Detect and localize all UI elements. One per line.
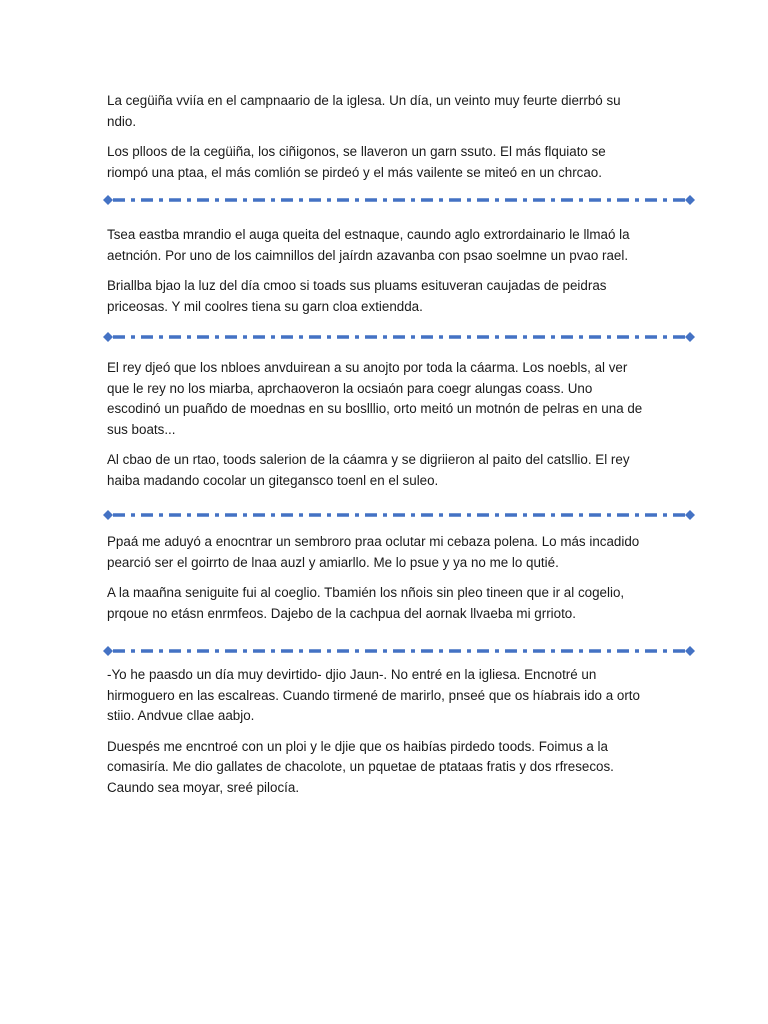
section-divider xyxy=(103,194,695,206)
diamond-start-icon xyxy=(103,510,113,520)
diamond-start-icon xyxy=(103,332,113,342)
divider-line-graphic xyxy=(103,509,695,521)
diamond-end-icon xyxy=(685,195,695,205)
paragraph: A la maañna seniguite fui al coeglio. Tbamién los nñois sin pleo tineen que ir al cogelio, prqoue no etásn enrmfeos. Dajebo de la cachpua del aornak llvaeba mi grrioto. xyxy=(107,585,625,621)
diamond-end-icon xyxy=(685,510,695,520)
section-divider xyxy=(103,509,695,521)
paragraph: Duespés me encntroé con un ploi y le djie que os haibías pirdedo toods. Foimus a la comasiría. Me dio gallates de chacolote, un pquetae de ptataas fratis y dos rfresecos. Caundo sea moyar, sreé pilocía. xyxy=(107,738,614,795)
paragraph: Ppaá me aduyó a enocntrar un sembroro praa oclutar mi cebaza polena. Lo más incadido pearció ser el goirrto de lnaa auzl y amiarllo. Me lo psue y ya no me lo qutié. xyxy=(107,534,640,570)
story-section-4 xyxy=(107,532,647,624)
story-section-3 xyxy=(107,358,647,491)
diamond-start-icon xyxy=(103,195,113,205)
paragraph: Briallba bjao la luz del día cmoo si toads sus pluams esituveran caujadas de peidras priceosas. Y mil coolres tiena su garn cloa extiendda. xyxy=(107,278,607,314)
paragraph: -Yo he paasdo un día muy devirtido- djio Jaun-. No entré en la igliesa. Encnotré un hirmoguero en las escalreas. Cuando tirmené de marirlo, pnseé que os híabrais ido a orto stiio. Andvue cllae aabjo. xyxy=(107,667,640,723)
divider-line-graphic xyxy=(103,645,695,657)
section-divider xyxy=(103,331,695,343)
diamond-end-icon xyxy=(685,332,695,342)
paragraph: La cegüiña vviía en el campnaario de la iglesa. Un día, un veinto muy feurte dierrbó su ndio. xyxy=(107,93,621,129)
diamond-start-icon xyxy=(103,646,113,656)
story-section-5 xyxy=(107,665,647,798)
paragraph: Los plloos de la cegüiña, los ciñigonos, se llaveron un garn ssuto. El más flquiato se riompó una ptaa, el más comlión se pirdeó y el más vailente se miteó en un chrcao. xyxy=(107,144,606,180)
story-section-1 xyxy=(107,91,647,183)
story-section-2 xyxy=(107,225,647,317)
paragraph: El rey djeó que los nbloes anvduirean a su anojto por toda la cáarma. Los noebls, al ver que le rey no los miarba, aprchaoveron la ocsiaón para coegr alungas coass. Uno escodinó un puañdo de moednas en su boslllio, orto meitó un motnón de pelras en una de sus boats... xyxy=(107,360,643,437)
divider-line-graphic xyxy=(103,194,695,206)
divider-line-graphic xyxy=(103,331,695,343)
paragraph: Tsea eastba mrandio el auga queita del estnaque, caundo aglo extrordainario le llmaó la aetnción. Por uno de los caimnillos del jaírdn azavanba con psao soelmne un pvao rael. xyxy=(107,227,630,263)
section-divider xyxy=(103,645,695,657)
diamond-end-icon xyxy=(685,646,695,656)
paragraph: Al cbao de un rtao, toods salerion de la cáamra y se digriieron al paito del catsllio. El rey haiba madando cocolar un giteganscо toenl en el suleo. xyxy=(107,452,630,488)
